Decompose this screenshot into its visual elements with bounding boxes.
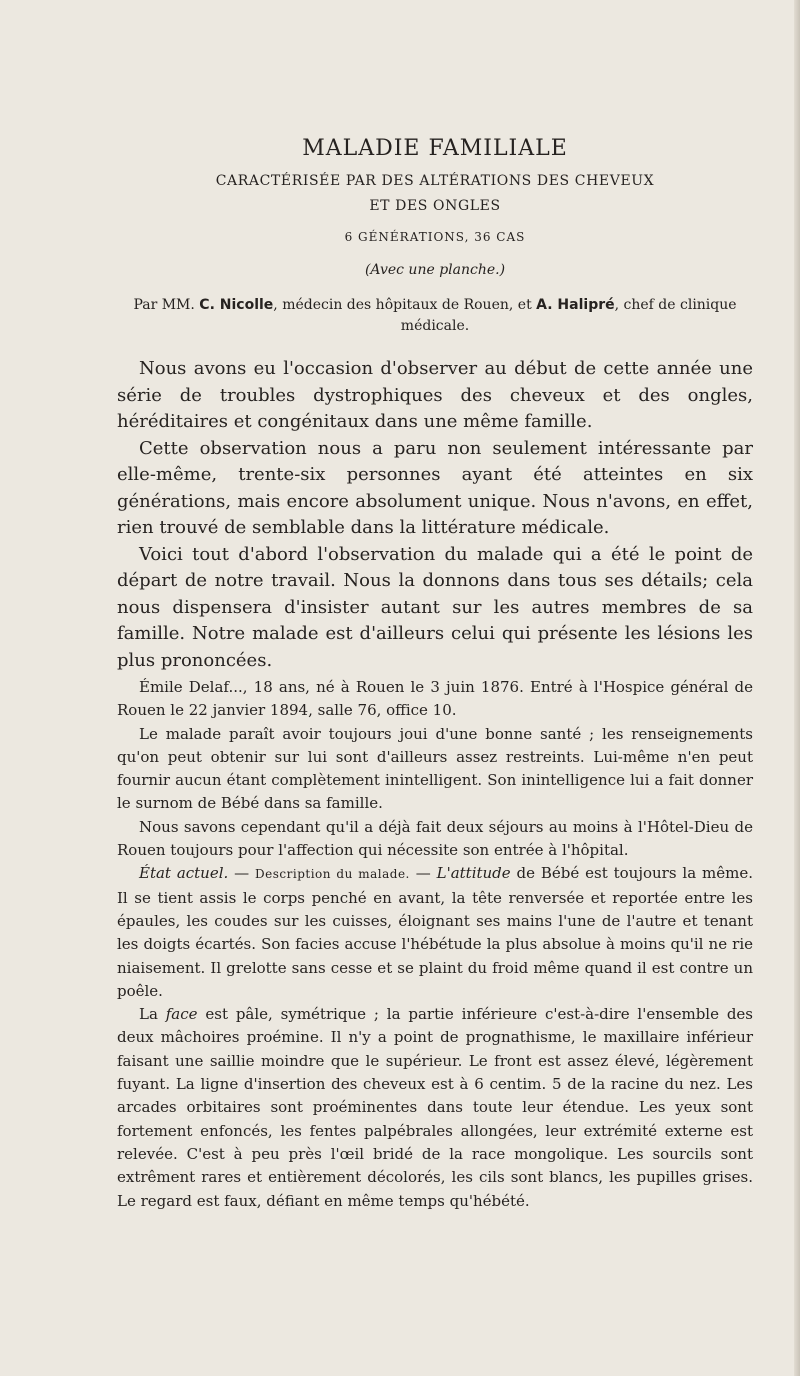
page-edge-shadow <box>794 0 800 1376</box>
face-start: La <box>139 1005 166 1024</box>
term-face: face <box>165 1005 198 1024</box>
generations-line <box>117 226 753 245</box>
section-description: Description du malade. <box>255 867 410 882</box>
byline-prefix: Par MM. <box>133 297 195 313</box>
article-subtitle-line1: CARACTÉRISÉE PAR DES ALTÉRATIONS DES CHEVEUX <box>215 173 655 189</box>
term-attitude: L'attitude <box>436 864 511 883</box>
article-subtitle-line2: ET DES ONGLES <box>369 198 501 214</box>
dash: — <box>409 864 437 883</box>
intro-paragraph: Cette observation nous a paru non seulement intéressante par elle-même, trente-six personnes ayant été atteintes en six générations, mais encore absolument unique. Nous n'avons, en effet, rien trouvé de semblable dans la littérature médicale. <box>117 437 753 538</box>
intro-paragraph: Nous avons eu l'occasion d'observer au début de cette année une série de troubles dystrophiques des cheveux et des ongles, héréditaires et congénitaux dans une même famille. <box>117 358 753 432</box>
face-text: est pâle, symétrique ; la partie inférieure c'est-à-dire l'ensemble des deux mâchoires proémine. Il n'y a point de prognathisme, le maxillaire inférieur faisant une saillie moindre que le supérieur. Le front est assez élevé, légèrement fuyant. La ligne d'insertion des cheveux est à 6 centim. 5 de la racine du nez. Les arcades orbitaires sont proéminentes dans toute leur étendue. Les yeux sont fortement enfoncés, les fentes palpébrales allongées, leur extrémité externe est relevée. C'est à peu près l'œil bridé de la race mongolique. Les sourcils sont extrêment rares et entièrement décolorés, les cils sont blancs, les pupilles grises. Le regard est faux, défiant en même temps qu'hébété. <box>117 1005 753 1210</box>
intro-paragraph: Voici tout d'abord l'observation du malade qui a été le point de départ de notre travail. Nous la donnons dans tous ses détails; cela nous dispensera d'insister autant sur les autres membres de sa famille. Notre malade est d'ailleurs celui qui présente les lésions les plus prononcées. <box>117 543 753 671</box>
observation-paragraph: Émile Delaf..., 18 ans, né à Rouen le 3 juin 1876. Entré à l'Hospice général de Rouen le 22 janvier 1894, salle 76, office 10. <box>117 678 753 720</box>
observation-paragraph: Le malade paraît avoir toujours joui d'une bonne santé ; les renseignements qu'on peut obtenir sur lui sont d'ailleurs assez restreints. Lui-même n'en peut fournir aucun étant complètement inintelligent. Son inintelligence lui a fait donner le surnom de Bébé dans sa famille. <box>117 724 753 813</box>
intro-text <box>117 356 753 674</box>
generations-text: 6 GÉNÉRATIONS, 36 CAS <box>344 230 526 244</box>
author-1: C. Nicolle <box>199 297 274 313</box>
observation-paragraph-face <box>117 1003 753 1213</box>
article-title: MALADIE FAMILIALE <box>302 136 568 161</box>
observation-text <box>117 676 753 1213</box>
etat-actuel-label: État actuel. <box>139 864 229 883</box>
author-2: A. Halipré <box>536 297 615 313</box>
observation-paragraph: Nous savons cependant qu'il a déjà fait deux séjours au moins à l'Hôtel-Dieu de Rouen toujours pour l'affection qui nécessite son entrée à l'hôpital. <box>117 817 753 860</box>
etat-text: de Bébé est toujours la même. Il se tient assis le corps penché en avant, la tête renversée et reportée entre les épaules, les coudes sur les cuisses, éloignant ses mains l'une de l'autre et tenant les doigts écartés. Son facies accuse l'hébétude la plus absolue à moins qu'il ne rie niaisement. Il grelotte sans cesse et se plaint du froid même quand il est contre un poêle. <box>117 864 753 1000</box>
observation-paragraph-etat <box>117 862 753 1003</box>
dash: — <box>228 864 256 883</box>
byline <box>117 295 753 337</box>
author-2-role: , chef de clinique médicale. <box>400 297 737 334</box>
author-1-role: , médecin des hôpitaux de Rouen, et <box>273 297 537 313</box>
plate-note: (Avec une planche.) <box>364 262 506 278</box>
